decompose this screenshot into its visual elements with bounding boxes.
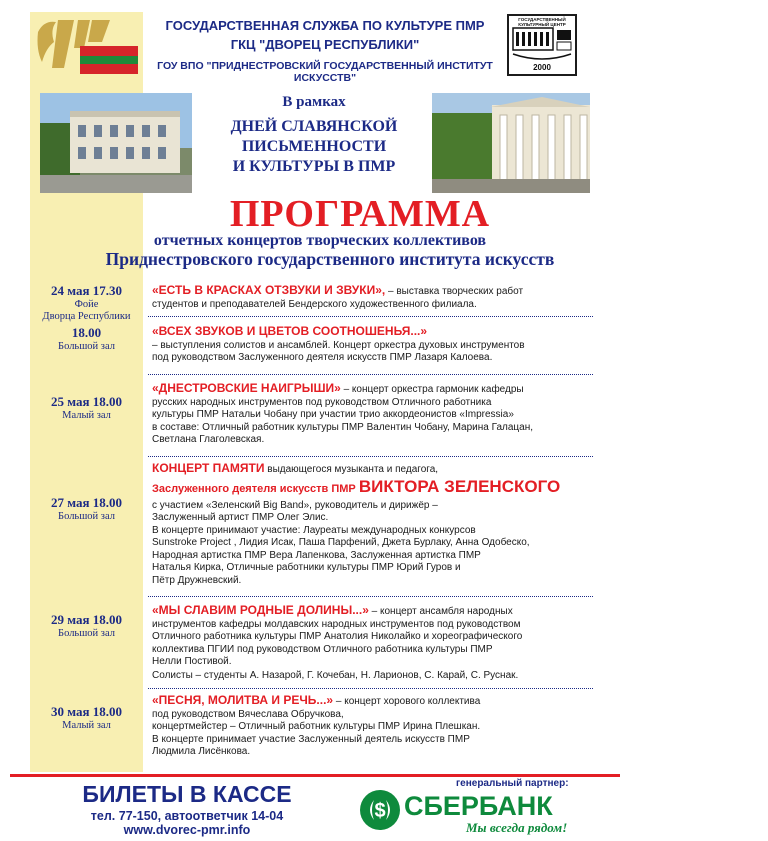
event-venue: Малый зал	[62, 720, 111, 731]
sponsor-name: СБЕРБАНК	[404, 791, 553, 821]
event-description-line: в составе: Отличный работник культуры ПМР Валентин Чобану, Марина Галацан,	[152, 421, 533, 433]
event-description-line: культуры ПМР Натальи Чобану при участии трио аккордеонистов «Impressia»	[152, 409, 514, 420]
framework-title-line-2: ПИСЬМЕННОСТИ	[241, 138, 387, 155]
event-title: «ЕСТЬ В КРАСКАХ ОТЗВУКИ И ЗВУКИ»,	[152, 283, 386, 297]
event-description-line: Sunstroke Project , Лидия Исак, Паша Парфений, Джета Бурлаку, Анна Одобеско,	[152, 537, 530, 548]
framework-intro: В рамках	[282, 94, 346, 110]
partner-label: генеральный партнер:	[456, 778, 569, 789]
event-venue: Большой зал	[58, 628, 115, 639]
event-description-line: «ЕСТЬ В КРАСКАХ ОТЗВУКИ И ЗВУКИ», – выставка творческих работ	[152, 283, 524, 297]
event-description-line: «МЫ СЛАВИМ РОДНЫЕ ДОЛИНЫ...» – концерт ансамбля народных	[152, 603, 513, 617]
event-description-line: Наталья Кирка, Отличные работники культуры ПМР Юрий Гуров и	[152, 562, 461, 573]
event-honoree-name: ВИКТОРА ЗЕЛЕНСКОГО	[358, 476, 561, 496]
palace-building-icon	[509, 24, 575, 64]
palace-building-photo	[432, 93, 590, 193]
ticket-info	[42, 781, 332, 837]
event-description-line: «ПЕСНЯ, МОЛИТВА И РЕЧЬ...» – концерт хорового коллектива	[152, 693, 481, 707]
event-description-line: Отличного работника культуры ПМР Анатолия Николайко и хореографического	[152, 631, 523, 642]
event-description-line: КОНЦЕРТ ПАМЯТИ выдающегося музыканта и педагога,	[152, 461, 439, 475]
event-separator	[148, 316, 593, 317]
footer-divider	[10, 774, 620, 777]
palace-logo-caption: ГОСУДАРСТВЕННЫЙ КУЛЬТУРНЫЙ ЦЕНТР	[518, 17, 566, 27]
framework-title	[200, 117, 428, 177]
event-description	[152, 604, 592, 682]
event-venue: Большой зал	[58, 341, 115, 352]
event-venue: Дворца Республики	[42, 311, 131, 322]
tickets-heading: БИЛЕТЫ В КАССЕ	[82, 781, 292, 807]
event-venue: Большой зал	[58, 511, 115, 522]
event-description-line: Народная артистка ПМР Вера Лапенкова, Заслуженная артистка ПМР	[152, 549, 481, 561]
event-title: «МЫ СЛАВИМ РОДНЫЕ ДОЛИНЫ...»	[152, 603, 369, 617]
header-institute-line: ГОУ ВПО "ПРИДНЕСТРОВСКИЙ ГОСУДАРСТВЕННЫЙ ИНСТИТУТ ИСКУССТВ"	[157, 60, 493, 84]
event-description-line: Заслуженный артист ПМР Олег Элис.	[152, 512, 329, 523]
event-description-line: концертмейстер – Отличный работник культуры ПМР Ирина Плешкан.	[152, 721, 481, 732]
event-description	[152, 382, 592, 447]
event-title: «ДНЕСТРОВСКИЕ НАИГРЫШИ»	[152, 381, 341, 395]
event-description-line: коллектива ПГИИ под руководством Отличного работника культуры ПМР	[152, 643, 493, 655]
event-date: 25 мая 18.00	[50, 394, 123, 409]
event-title: «ПЕСНЯ, МОЛИТВА И РЕЧЬ...»	[152, 693, 334, 707]
institute-building-photo	[40, 93, 192, 193]
palace-logo-year: 2000	[533, 63, 551, 72]
event-description	[152, 284, 592, 311]
event-date-block	[30, 283, 143, 323]
event-separator	[148, 456, 593, 457]
event-description-line: Людмила Лисёнкова.	[152, 746, 251, 757]
svg-text:$: $	[374, 800, 386, 822]
event-description-line: «ДНЕСТРОВСКИЕ НАИГРЫШИ» – концерт оркестра гармоник кафедры	[152, 381, 524, 395]
event-date: 27 мая 18.00	[50, 495, 123, 510]
event-description-line: Светлана Глаголевская.	[152, 434, 265, 445]
event-description-line: Пётр Дружневский.	[152, 574, 242, 586]
event-date-block	[30, 394, 143, 422]
event-description-line: В концерте принимают участие: Лауреаты международных конкурсов	[152, 524, 476, 536]
event-description-line: студентов и преподавателей Бендерского художественного филиала.	[152, 298, 477, 310]
event-date: 18.00	[71, 325, 102, 340]
event-date: 24 мая 17.30	[50, 283, 123, 298]
event-separator	[148, 374, 593, 375]
event-description	[152, 694, 592, 759]
event-honoree-line: Заслуженного деятеля искусств ПМР ВИКТОРА ЗЕЛЕНСКОГО	[152, 476, 561, 496]
event-description	[152, 325, 592, 365]
event-description	[152, 462, 592, 587]
event-date-block	[30, 612, 143, 640]
program-subtitle-line-1: отчетных концертов творческих коллективов	[153, 232, 487, 249]
event-date: 30 мая 18.00	[50, 704, 123, 719]
event-description-line: Нелли Постивой.	[152, 656, 232, 667]
event-separator	[148, 596, 593, 597]
event-venue: Малый зал	[62, 410, 111, 421]
header-organization-line: ГОСУДАРСТВЕННАЯ СЛУЖБА ПО КУЛЬТУРЕ ПМР	[165, 18, 485, 33]
framework-title-line-1: ДНЕЙ СЛАВЯНСКОЙ	[230, 118, 398, 135]
event-description-line: В концерте принимает участие Заслуженный деятель искусств ПМР	[152, 733, 470, 745]
event-description-line: русских народных инструментов под руководством Отличного работника	[152, 396, 492, 408]
event-description-line: под руководством Вячеслава Обручкова,	[152, 708, 344, 720]
institute-logo	[30, 12, 143, 88]
event-description-line: инструментов кафедры молдавских народных инструментов под руководством	[152, 618, 521, 630]
event-venue: Фойе	[74, 299, 99, 310]
sponsor-block	[356, 778, 596, 838]
event-title: КОНЦЕРТ ПАМЯТИ	[152, 461, 265, 475]
framework-title-line-3: И КУЛЬТУРЫ В ПМР	[232, 158, 396, 175]
header-venue-line: ГКЦ "ДВОРЕЦ РЕСПУБЛИКИ"	[230, 37, 420, 52]
event-date: 29 мая 18.00	[50, 612, 123, 627]
program-title: ПРОГРАММА	[229, 193, 491, 235]
event-description-line: Солисты – студенты А. Назарой, Г. Кочебан, Н. Ларионов, С. Карай, С. Руснак.	[152, 669, 519, 681]
tickets-website: www.dvorec-pmr.info	[123, 823, 251, 837]
event-description-line: с участием «Зеленский Big Band», руководитель и дирижёр –	[152, 499, 438, 511]
event-date-block	[30, 325, 143, 353]
event-description-line: под руководством Заслуженного деятеля искусств ПМР Лазаря Калоева.	[152, 352, 493, 363]
sberbank-logo-icon	[358, 788, 402, 832]
tickets-phone: тел. 77-150, автоответчик 14-04	[90, 809, 284, 823]
program-subtitle-line-2: Приднестровского государственного института искусств	[105, 249, 555, 269]
event-title: «ВСЕХ ЗВУКОВ И ЦВЕТОВ СООТНОШЕНЬЯ...»	[152, 324, 428, 338]
event-date-block	[30, 495, 143, 523]
palace-logo	[507, 14, 577, 76]
event-date-block	[30, 704, 143, 732]
event-description-line: – выступления солистов и ансамблей. Концерт оркестра духовых инструментов	[152, 339, 525, 351]
sponsor-slogan: Мы всегда рядом!	[466, 820, 568, 835]
event-separator	[148, 688, 593, 689]
